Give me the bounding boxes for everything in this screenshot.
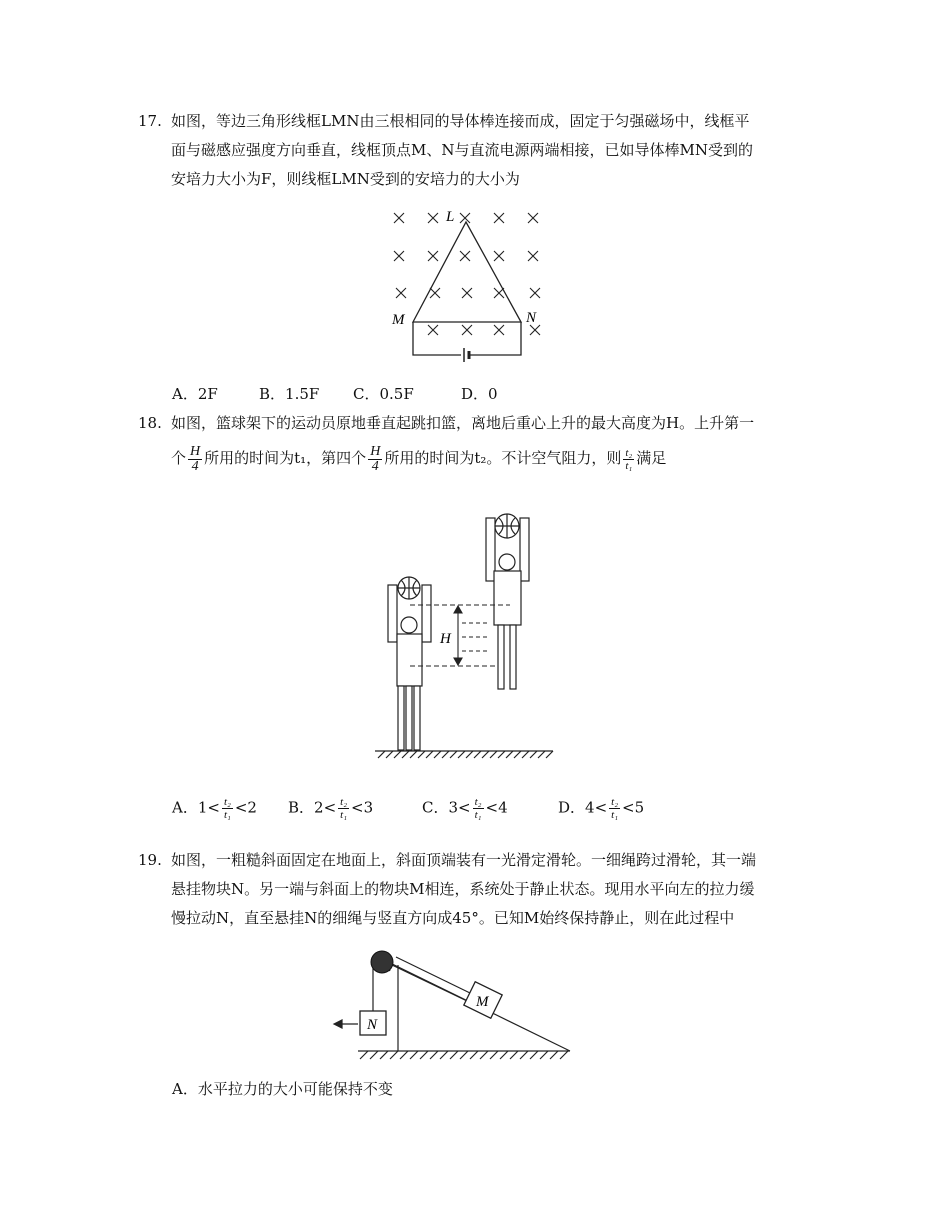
text-segment: 所用的时间为t₁，第四个 (204, 449, 367, 467)
fraction-denominator: t₁ (625, 459, 633, 472)
block-m-label: M (476, 994, 489, 1010)
option-lower: 4< (585, 798, 608, 817)
fraction-t2-over-t1 (473, 796, 484, 821)
basketball-jump-figure (370, 510, 560, 765)
fraction-t2-over-t1 (623, 447, 634, 472)
vertex-label-l: L (446, 209, 455, 225)
question-text-line1: 如图，等边三角形线框LMN由三根相同的导体棒连接而成，固定于匀强磁场中，线框平 (171, 112, 750, 130)
fraction-numerator: H (190, 443, 201, 459)
fraction-h-over-4 (188, 445, 202, 474)
fraction-numerator: t₂ (474, 796, 482, 808)
option-lower: 1< (197, 798, 220, 817)
fraction-denominator: t₁ (223, 809, 231, 821)
option-lower: 3< (448, 798, 471, 817)
fraction-t2-over-t1 (222, 796, 233, 821)
fraction-t2-over-t1 (609, 796, 620, 821)
block-n-label: N (367, 1017, 378, 1033)
option-upper: <2 (234, 798, 257, 817)
option-letter: B． (288, 798, 315, 817)
question-text-line2: 悬挂物块N。另一端与斜面上的物块M相连，系统处于静止状态。现用水平向左的拉力缓 (171, 880, 755, 898)
incline-pulley-figure (330, 945, 580, 1065)
question-18 (138, 409, 798, 474)
question-number: 18. (138, 414, 162, 432)
question-17 (138, 107, 798, 194)
triangle-wire (413, 222, 521, 362)
question-text-line2: 面与磁感应强度方向垂直，线框顶点M、N与直流电源两端相接，已如导体棒MN受到的 (171, 141, 753, 159)
question-19 (138, 846, 798, 933)
fraction-denominator: 4 (371, 458, 379, 474)
fraction-numerator: H (370, 443, 381, 459)
question-text-line3: 安培力大小为F，则线框LMN受到的安培力的大小为 (171, 170, 520, 188)
option-letter: A． (172, 798, 198, 817)
fraction-numerator: t₂ (223, 796, 231, 808)
fraction-denominator: t₁ (474, 809, 482, 821)
fraction-t2-over-t1 (338, 796, 349, 821)
question-text-line1: 如图，篮球架下的运动员原地垂直起跳扣篮，离地后重心上升的最大高度为H。上升第一 (171, 414, 755, 432)
vertex-label-n: N (526, 310, 537, 326)
option-d[interactable] (558, 796, 644, 821)
height-label-h: H (440, 631, 451, 647)
q19-option-a[interactable] (172, 1075, 832, 1104)
option-letter: C． (422, 798, 449, 817)
text-segment: 满足 (636, 449, 667, 467)
option-a[interactable]: A．水平拉力的大小可能保持不变 (172, 1080, 393, 1098)
vertex-label-m: M (392, 312, 405, 328)
text-segment: 个 (171, 449, 187, 467)
option-b[interactable] (288, 796, 373, 821)
question-number: 19. (138, 851, 162, 869)
option-letter: D． (558, 798, 586, 817)
option-a[interactable] (172, 796, 257, 821)
triangle-frame-figure (380, 205, 560, 370)
pull-arrow (334, 1020, 358, 1028)
fraction-h-over-4 (368, 445, 382, 474)
option-d[interactable]: D．0 (461, 385, 498, 403)
option-upper: <3 (351, 798, 374, 817)
option-a[interactable]: A．2F (172, 385, 218, 403)
fraction-numerator: t₂ (340, 796, 348, 808)
option-lower: 2< (314, 798, 337, 817)
question-text-line1: 如图，一粗糙斜面固定在地面上，斜面顶端装有一光滑定滑轮。一细绳跨过滑轮，其一端 (171, 851, 757, 869)
fraction-numerator: t₂ (625, 446, 633, 459)
question-number: 17. (138, 112, 162, 130)
fraction-numerator: t₂ (611, 796, 619, 808)
option-c[interactable] (422, 796, 508, 821)
option-upper: <5 (622, 798, 645, 817)
ground (375, 751, 553, 758)
fraction-denominator: 4 (191, 458, 199, 474)
option-c[interactable]: C．0.5F (353, 385, 414, 403)
fraction-denominator: t₁ (611, 809, 619, 821)
pulley (371, 951, 393, 973)
option-b[interactable]: B．1.5F (259, 385, 320, 403)
fraction-denominator: t₁ (340, 809, 348, 821)
option-upper: <4 (485, 798, 508, 817)
question-text-line2 (138, 444, 798, 474)
question-text-line3: 慢拉动N，直至悬挂N的细绳与竖直方向成45°。已知M始终保持静止，则在此过程中 (171, 909, 735, 927)
text-segment: 所用的时间为t₂。不计空气阻力，则 (384, 449, 622, 467)
